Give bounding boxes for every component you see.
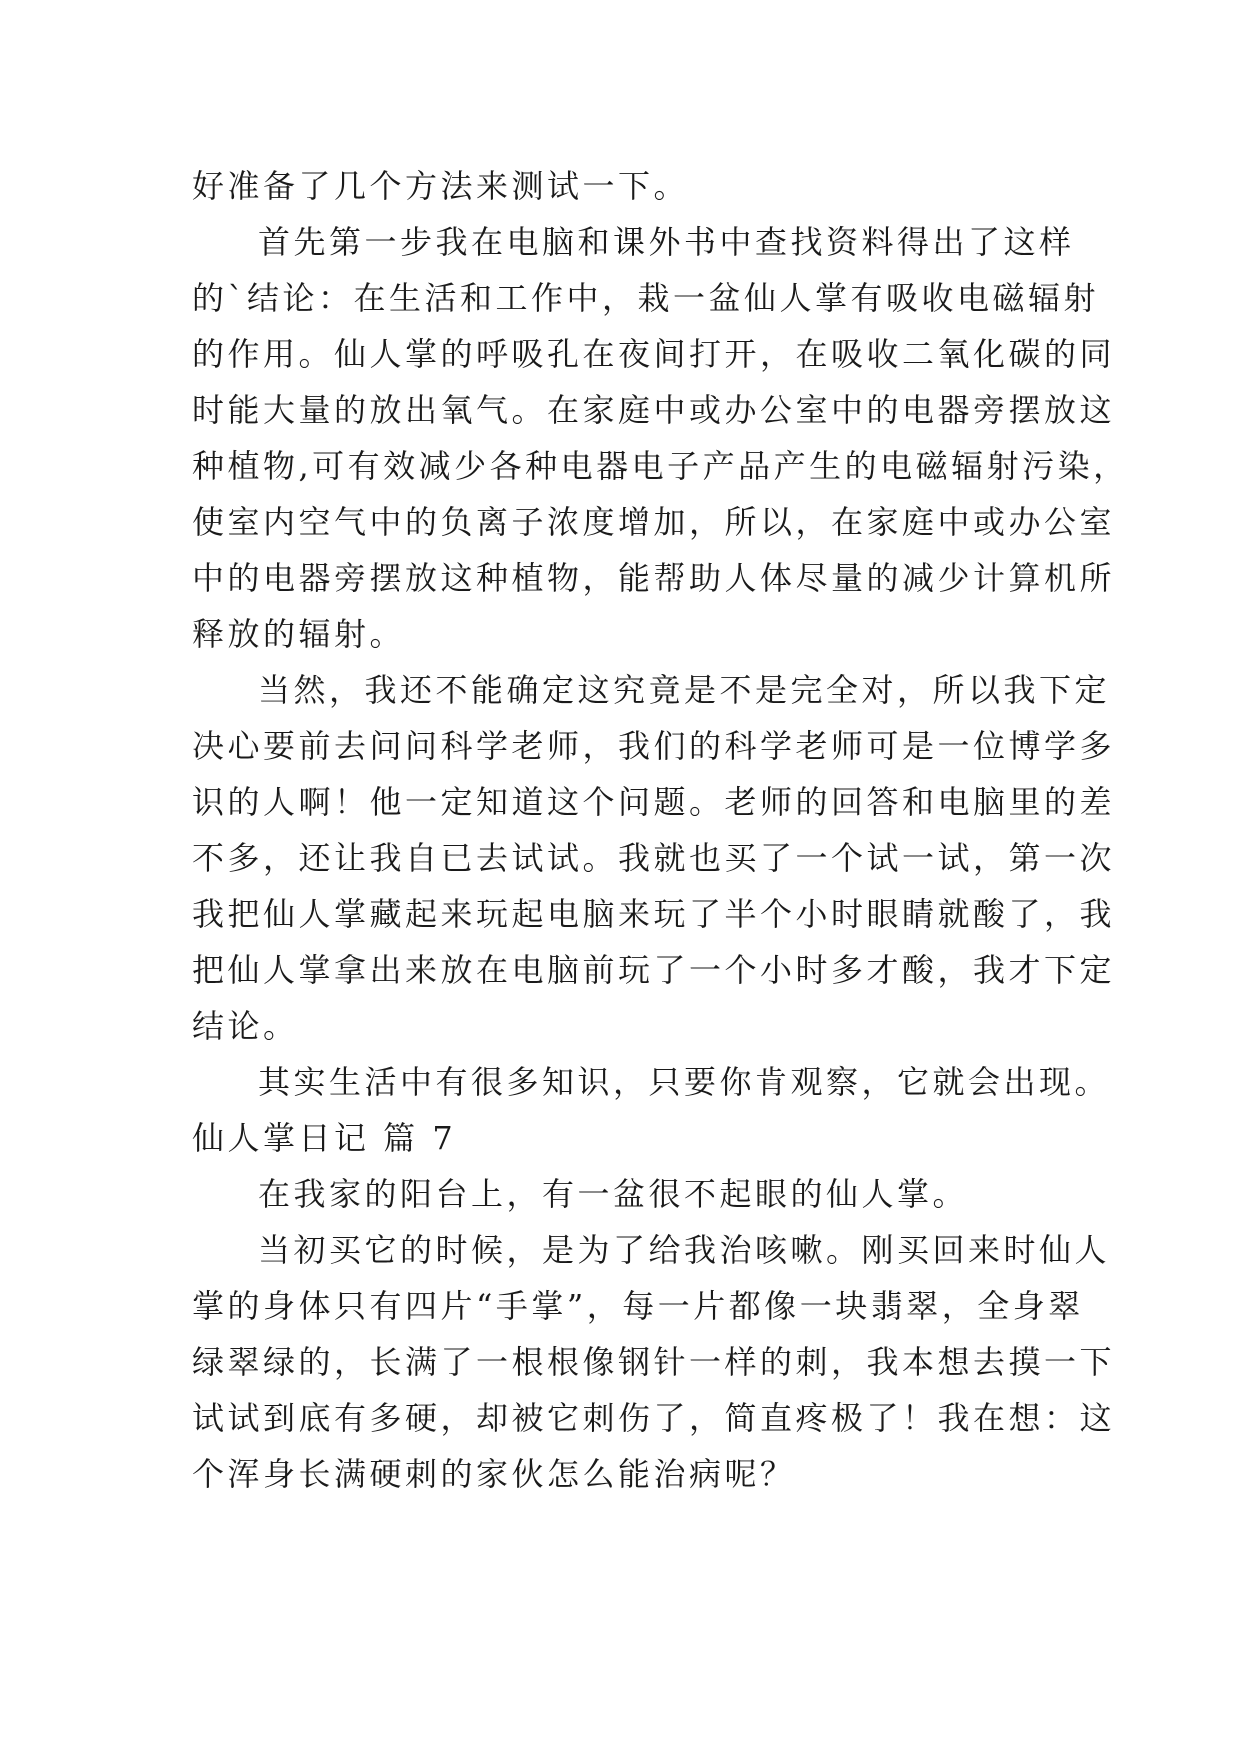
section-title: 仙人掌日记 篇 7 xyxy=(192,1119,457,1157)
text-line: 掌的身体只有四片“手掌”，每一片都像一块翡翠，全身翠 xyxy=(192,1287,1084,1325)
text-line: 决心要前去问问科学老师，我们的科学老师可是一位博学多 xyxy=(192,727,1116,765)
text-line: 种植物,可有效减少各种电器电子产品产生的电磁辐射污染， xyxy=(192,447,1129,485)
text-line: 绿翠绿的，长满了一根根像钢针一样的刺，我本想去摸一下 xyxy=(192,1343,1116,1381)
paragraph-start: 当然，我还不能确定这究竟是不是完全对，所以我下定 xyxy=(258,671,1111,709)
text-line: 把仙人掌拿出来放在电脑前玩了一个小时多才酸，我才下定 xyxy=(192,951,1116,989)
paragraph-start: 其实生活中有很多知识，只要你肯观察，它就会出现。 xyxy=(258,1063,1111,1101)
text-line: 结论。 xyxy=(192,1007,299,1045)
paragraph-start: 在我家的阳台上，有一盆很不起眼的仙人掌。 xyxy=(258,1175,969,1213)
text-line: 我把仙人掌藏起来玩起电脑来玩了半个小时眼睛就酸了，我 xyxy=(192,895,1116,933)
text-line: 使室内空气中的负离子浓度增加，所以，在家庭中或办公室 xyxy=(192,503,1116,541)
text-line: 试试到底有多硬，却被它刺伤了，简直疼极了！我在想：这 xyxy=(192,1399,1116,1437)
text-line: 的`结论：在生活和工作中，栽一盆仙人掌有吸收电磁辐射 xyxy=(192,279,1100,317)
text-line: 识的人啊！他一定知道这个问题。老师的回答和电脑里的差 xyxy=(192,783,1116,821)
text-line: 好准备了几个方法来测试一下。 xyxy=(192,167,690,205)
text-line: 个浑身长满硬刺的家伙怎么能治病呢？ xyxy=(192,1455,796,1493)
paragraph-start: 当初买它的时候，是为了给我治咳嗽。刚买回来时仙人 xyxy=(258,1231,1111,1269)
text-line: 释放的辐射。 xyxy=(192,615,406,653)
text-line: 中的电器旁摆放这种植物，能帮助人体尽量的减少计算机所 xyxy=(192,559,1116,597)
text-line: 不多，还让我自已去试试。我就也买了一个试一试，第一次 xyxy=(192,839,1116,877)
paragraph-start: 首先第一步我在电脑和课外书中查找资料得出了这样 xyxy=(258,223,1075,261)
text-line: 的作用。仙人掌的呼吸孔在夜间打开，在吸收二氧化碳的同 xyxy=(192,335,1116,373)
text-line: 时能大量的放出氧气。在家庭中或办公室中的电器旁摆放这 xyxy=(192,391,1116,429)
